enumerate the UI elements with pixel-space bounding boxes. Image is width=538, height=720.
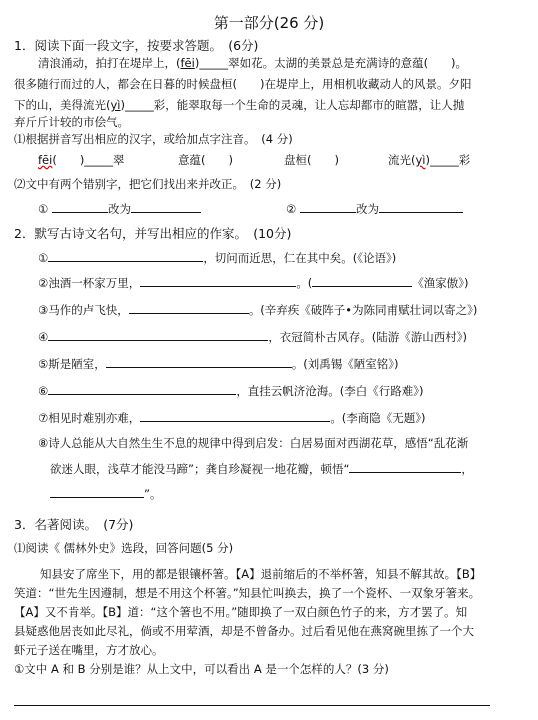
poem-6-text: ，直挂云帆济沧海。(李白《行路难》)	[236, 384, 424, 398]
poem-6-blank[interactable]	[48, 382, 236, 395]
poem-6-num: ⑥	[38, 384, 49, 398]
correction-1-num: ①	[38, 202, 49, 216]
poem-item-8-line-3	[50, 485, 161, 503]
q1-p1-pre: 清浪涌动，拍打在堤岸上，(	[38, 56, 181, 70]
poem-7-source: 。(李商隐《无题》)	[330, 411, 426, 425]
poem-8-text: 欲迷人眼，浅草才能没马蹄”；龚自珍凝视一地花瓣，顿悟“	[50, 462, 350, 476]
fill-yi-pinyin: yì	[415, 153, 426, 167]
poem-item-7	[38, 409, 426, 427]
poem-8-blank-2[interactable]	[50, 485, 144, 498]
poem-4-blank[interactable]	[48, 328, 268, 341]
poem-5-text: ⑤斯是陋室，	[38, 357, 106, 371]
poem-4-text: ，衣冠简朴古风存。(陆游《游山西村》)	[268, 330, 468, 344]
poem-1-blank[interactable]	[48, 249, 203, 262]
answer-line[interactable]	[14, 705, 490, 706]
poem-2-source: 《渔家傲》)	[412, 276, 469, 290]
poem-item-6	[38, 382, 424, 400]
poem-7-blank[interactable]	[140, 409, 330, 422]
poem-item-8-line-2	[50, 460, 473, 478]
q3-passage-line-4: 县疑惑他居丧如此尽礼，倘或不用荤酒，却是不曾备办。过后看见他在燕窝碗里拣了一个大	[14, 624, 474, 638]
pinyin-yi: yì	[110, 98, 121, 112]
correction-2-right-blank[interactable]	[379, 200, 463, 213]
poem-3-blank[interactable]	[129, 301, 249, 314]
poem-item-4	[38, 328, 467, 346]
q3-passage-line-3: 【A】又不肯举。【B】道：“这个箸也不用。”随即换了一双白颜色竹子的来，方才罢了。知	[14, 605, 468, 619]
correction-1-right-blank[interactable]	[131, 200, 201, 213]
fill-fei	[38, 152, 125, 169]
q3-passage-line-2: 笑道：“世先生因遵制，想是不用这个杯箸。”知县忙叫换去，换了一个瓷杯、一双象牙箸来。	[14, 586, 481, 600]
q3-heading: 3．名著阅读。 (7分)	[14, 517, 134, 532]
poem-2-blank[interactable]	[140, 274, 296, 287]
poem-item-8-line-1: ⑧诗人总能从大自然生生不息的规律中得到启发：白居易面对西湖花草，感悟“乱花渐	[38, 436, 469, 450]
poem-item-3	[38, 301, 477, 319]
q3-sub1: ⑴阅读《 儒林外史》选段，回答问题(5 分)	[14, 541, 234, 555]
poem-3-text: ③马作的卢飞快，	[38, 303, 129, 317]
fill-yi-pre: 流光(	[388, 153, 416, 167]
correction-2-wrong-blank[interactable]	[300, 200, 356, 213]
poem-2-author-blank[interactable]	[312, 274, 412, 287]
fill-fei-blank[interactable]: ( )_____翠	[52, 153, 125, 167]
poem-5-blank[interactable]	[106, 355, 292, 368]
poem-8-blank-1[interactable]	[349, 460, 461, 473]
poem-3-source: 。(辛弃疾《破阵子•为陈同甫赋壮词以寄之》)	[248, 303, 478, 317]
poem-2-mid: 。(	[296, 276, 313, 290]
q1-sub1: ⑴根据拼音写出相应的汉字，或给加点字注音。 (4 分)	[14, 132, 293, 146]
q3-passage-line-5: 虾元子送在嘴里，方才放心。	[14, 643, 164, 657]
poem-8-comma: ，	[461, 462, 473, 476]
q3-question-1: ①文中 A 和 B 分别是谁？从上文中，可以看出 A 是一个怎样的人？(3 分)	[14, 662, 389, 676]
fill-yi-blank[interactable]: )_____彩	[425, 153, 471, 167]
poem-item-5	[38, 355, 399, 373]
fill-yiyun[interactable]: 意蕴( )	[178, 153, 233, 167]
page-title: 第一部分(26 分)	[213, 14, 325, 32]
fill-panhuan[interactable]: 盘桓( )	[284, 153, 339, 167]
poem-item-2	[38, 274, 469, 292]
q1-passage-line-2: 很多随行而过的人，都会在日暮的时候盘桓( )在堤岸上，用相机收藏动人的风景。夕阳	[14, 77, 472, 91]
q1-heading: 1．阅读下面一段文字，按要求答题。 (6分)	[14, 38, 259, 53]
fill-fei-pinyin: fēi	[38, 153, 53, 167]
correction-2	[286, 200, 463, 218]
correction-2-num: ②	[286, 202, 297, 216]
q1-sub2: ⑵文中有两个错别字，把它们找出来并改正。 (2 分)	[14, 177, 282, 191]
poem-8-end: ”。	[144, 487, 162, 501]
q1-passage-line-1	[38, 55, 467, 72]
correction-1-gai: 改为	[107, 202, 131, 216]
q2-heading: 2．默写古诗文名句，并写出相应的作家。 (10分)	[14, 226, 292, 241]
q1-p1-post: )_____翠如花。太湖的美景总是充满诗的意蕴( )。	[194, 56, 468, 70]
correction-1-wrong-blank[interactable]	[52, 200, 108, 213]
poem-5-source: 。(刘禹锡《陋室铭》)	[291, 357, 399, 371]
q1-p3-pre: 下的山，美得流光(	[14, 98, 111, 112]
poem-1-text: ，切问而近思，仁在其中矣。(《论语》)	[203, 251, 397, 265]
poem-7-text: ⑦相见时难别亦难，	[38, 411, 141, 425]
correction-1	[38, 200, 201, 218]
poem-1-num: ①	[38, 251, 49, 265]
q3-passage-line-1: 知县安了席坐下，用的都是银镶杯箸。【A】退前缩后的不举杯箸，知县不解其故。【B】	[40, 567, 482, 581]
correction-2-gai: 改为	[355, 202, 379, 216]
q1-p3-post: )_____彩，能翠取每一个生命的灵魂，让人忘却都市的暄嚣，让人抛	[120, 98, 465, 112]
q1-passage-line-4: 弃斤斤计较的市侩气。	[14, 115, 129, 129]
fill-yi	[388, 152, 470, 169]
q1-passage-line-3	[14, 97, 464, 114]
pinyin-fei: fēi	[180, 56, 195, 70]
poem-2-text: ②浊酒一杯家万里，	[38, 276, 141, 290]
poem-4-num: ④	[38, 330, 49, 344]
poem-item-1	[38, 249, 396, 267]
